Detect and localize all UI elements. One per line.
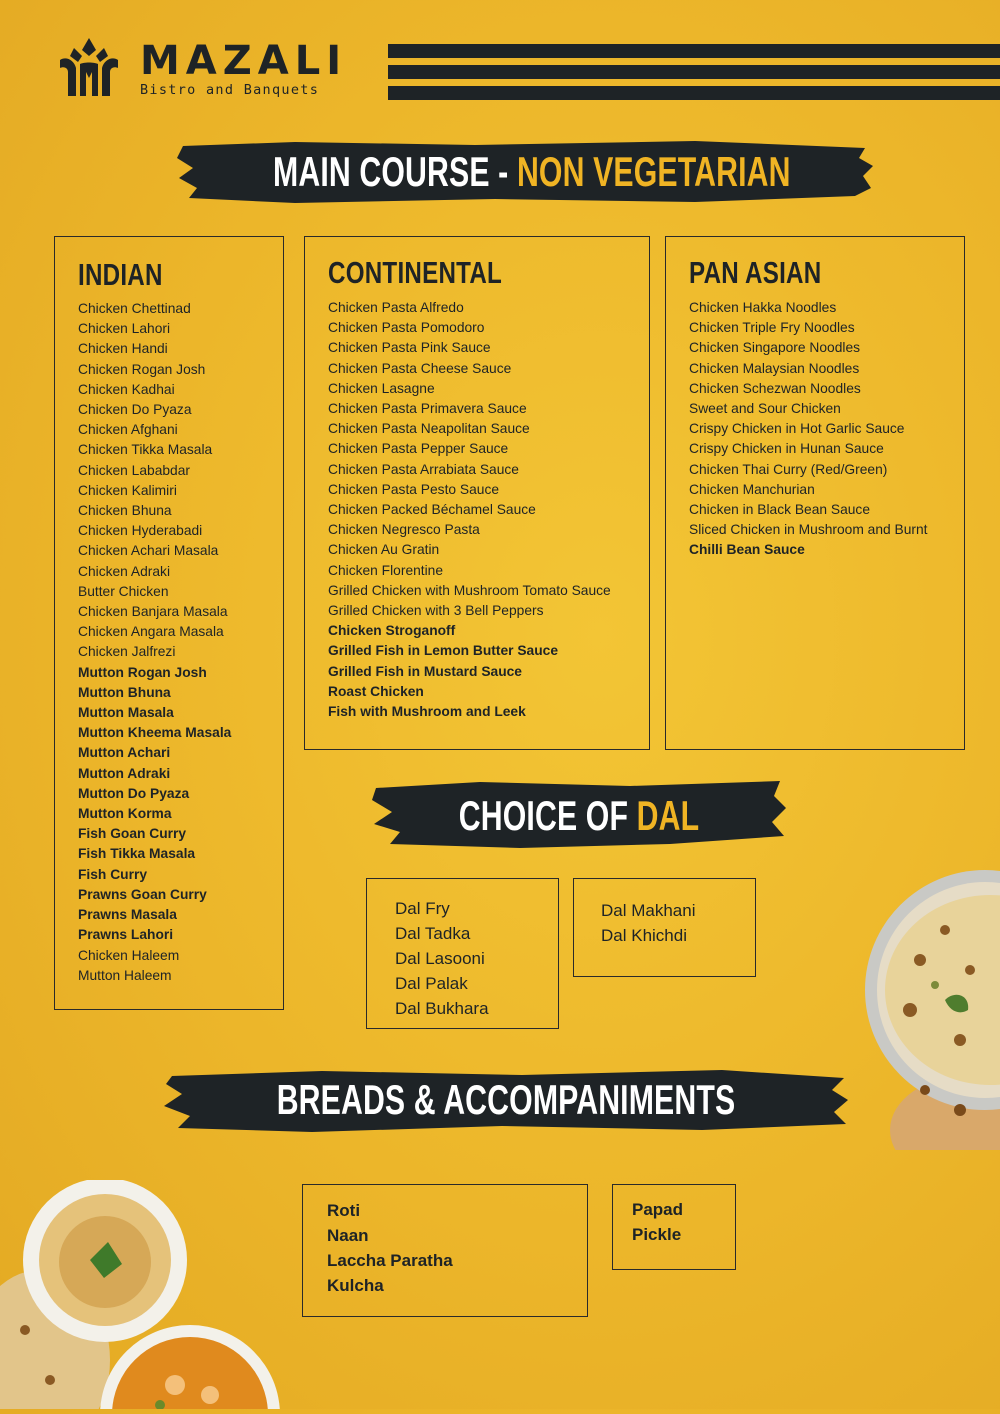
- menu-item: Chicken Lababdar: [78, 462, 190, 478]
- dal-right-box: [573, 878, 756, 977]
- breads-right-list: [632, 1197, 683, 1247]
- menu-item: Butter Chicken: [78, 583, 169, 599]
- brand-logo-icon: [56, 34, 122, 100]
- header-stripe: [388, 86, 1000, 100]
- menu-item: Chicken Kalimiri: [78, 482, 177, 498]
- dal-item: Dal Tadka: [395, 924, 471, 943]
- menu-item: Chicken Stroganoff: [328, 623, 456, 639]
- menu-item: Chicken Pasta Pepper Sauce: [328, 441, 509, 457]
- brand-subtitle: Bistro and Banquets: [140, 82, 320, 98]
- menu-item: Mutton Adraki: [78, 765, 171, 781]
- naan-plate-image: [850, 860, 1000, 1150]
- menu-item: Chicken Negresco Pasta: [328, 522, 480, 538]
- indian-heading: INDIAN: [78, 257, 163, 292]
- dal-banner: [370, 778, 788, 852]
- dal-item: Dal Palak: [395, 974, 468, 993]
- menu-item: Mutton Haleem: [78, 967, 172, 983]
- menu-item: Chicken Handi: [78, 341, 168, 357]
- menu-item: Crispy Chicken in Hot Garlic Sauce: [689, 421, 905, 437]
- menu-item: Fish Curry: [78, 866, 147, 882]
- menu-item: Chicken Afghani: [78, 422, 178, 438]
- menu-item: Chicken Lahori: [78, 321, 171, 337]
- menu-item: Mutton Kheema Masala: [78, 725, 232, 741]
- menu-item: Chicken Pasta Pink Sauce: [328, 340, 491, 356]
- breads-right-box: [612, 1184, 736, 1270]
- menu-item: Sweet and Sour Chicken: [689, 401, 841, 417]
- pan-asian-menu-box: [665, 236, 965, 750]
- menu-item: Chicken Adraki: [78, 563, 171, 579]
- menu-item: Chicken Singapore Noodles: [689, 340, 861, 356]
- menu-item: Chicken Pasta Pesto Sauce: [328, 481, 500, 497]
- continental-item-list: [328, 298, 611, 722]
- menu-item: Roast Chicken: [328, 683, 424, 699]
- menu-item: Chicken Lasagne: [328, 380, 435, 396]
- main-course-title-accent: NON VEGETARIAN: [516, 148, 791, 195]
- breads-left-list: [327, 1198, 453, 1298]
- menu-item: Chicken Rogan Josh: [78, 361, 206, 377]
- dal-right-list: [601, 898, 696, 948]
- bread-item: Laccha Paratha: [327, 1251, 453, 1270]
- menu-item: Mutton Korma: [78, 806, 172, 822]
- dal-title-accent: DAL: [636, 792, 700, 839]
- dal-item: Dal Khichdi: [601, 926, 687, 945]
- menu-item: Mutton Masala: [78, 705, 174, 721]
- menu-item: Chicken Schezwan Noodles: [689, 380, 861, 396]
- continental-menu-box: [304, 236, 650, 750]
- menu-item: Chicken Thai Curry (Red/Green): [689, 461, 888, 477]
- menu-item: Chicken Chettinad: [78, 301, 191, 316]
- breads-left-box: [302, 1184, 588, 1317]
- menu-item: Chicken Achari Masala: [78, 543, 219, 559]
- menu-item: Chicken Triple Fry Noodles: [689, 320, 855, 336]
- continental-heading: CONTINENTAL: [328, 255, 503, 290]
- menu-item: Chicken Au Gratin: [328, 542, 440, 558]
- menu-item: Chicken Pasta Primavera Sauce: [328, 401, 527, 417]
- menu-item: Chicken Jalfrezi: [78, 644, 176, 660]
- menu-item: Chicken Pasta Neapolitan Sauce: [328, 421, 530, 437]
- main-course-title-white: MAIN COURSE -: [273, 148, 517, 195]
- menu-item: Fish with Mushroom and Leek: [328, 704, 526, 720]
- menu-item: Chicken Pasta Pomodoro: [328, 320, 485, 336]
- bread-item: Pickle: [632, 1225, 682, 1244]
- menu-item: Chicken Bhuna: [78, 503, 172, 519]
- header-stripe: [388, 44, 1000, 58]
- dal-left-list: [395, 896, 489, 1021]
- menu-item: Mutton Rogan Josh: [78, 664, 207, 680]
- menu-item: Chicken Manchurian: [689, 481, 815, 497]
- menu-item: Mutton Bhuna: [78, 684, 171, 700]
- menu-item: Chicken Pasta Alfredo: [328, 300, 464, 315]
- pan-asian-heading: PAN ASIAN: [689, 255, 822, 290]
- menu-item: Chicken Angara Masala: [78, 624, 224, 640]
- menu-item: Chicken Packed Béchamel Sauce: [328, 502, 536, 518]
- menu-item: Chicken Malaysian Noodles: [689, 360, 860, 376]
- menu-item: Grilled Chicken with Mushroom Tomato Sauce: [328, 582, 611, 598]
- dal-left-box: [366, 878, 559, 1029]
- menu-item: Chicken Florentine: [328, 562, 444, 578]
- dal-item: Dal Fry: [395, 899, 450, 918]
- menu-item: Chicken Pasta Arrabiata Sauce: [328, 461, 519, 477]
- menu-item: Fish Tikka Masala: [78, 846, 196, 862]
- menu-item: Sliced Chicken in Mushroom and Burnt: [689, 522, 928, 538]
- dal-title-white: CHOICE OF: [458, 792, 637, 839]
- menu-item: Chicken Hakka Noodles: [689, 300, 837, 315]
- header-stripe: [388, 65, 1000, 79]
- menu-item: Grilled Fish in Lemon Butter Sauce: [328, 643, 558, 659]
- menu-item: Mutton Do Pyaza: [78, 785, 190, 801]
- menu-item: Chicken Do Pyaza: [78, 402, 192, 418]
- menu-item: Fish Goan Curry: [78, 826, 187, 842]
- paratha-bowls-image: [0, 1180, 300, 1409]
- indian-item-list: [78, 299, 231, 986]
- indian-menu-box: [54, 236, 284, 1010]
- menu-item: Chicken Banjara Masala: [78, 604, 228, 620]
- main-course-title: [273, 148, 791, 196]
- dal-title: [429, 792, 730, 840]
- menu-item: Grilled Chicken with 3 Bell Peppers: [328, 603, 544, 619]
- menu-item: Chilli Bean Sauce: [689, 542, 805, 558]
- menu-item: Chicken Pasta Cheese Sauce: [328, 360, 512, 376]
- menu-item: Chicken Tikka Masala: [78, 442, 213, 458]
- dal-item: Dal Makhani: [601, 901, 696, 920]
- menu-item: Grilled Fish in Mustard Sauce: [328, 663, 522, 679]
- menu-item: Chicken Kadhai: [78, 381, 175, 397]
- dal-item: Dal Bukhara: [395, 999, 489, 1018]
- dal-item: Dal Lasooni: [395, 949, 485, 968]
- menu-item: Chicken in Black Bean Sauce: [689, 502, 870, 518]
- brand-name: MAZALI: [140, 38, 348, 84]
- bread-item: Papad: [632, 1200, 684, 1219]
- menu-item: Prawns Masala: [78, 907, 177, 923]
- bread-item: Naan: [327, 1226, 369, 1245]
- menu-item: Crispy Chicken in Hunan Sauce: [689, 441, 884, 457]
- breads-title: BREADS & ACCOMPANIMENTS: [276, 1076, 736, 1123]
- menu-item: Mutton Achari: [78, 745, 171, 761]
- menu-item: Chicken Hyderabadi: [78, 523, 203, 539]
- menu-item: Prawns Lahori: [78, 927, 174, 943]
- pan-asian-item-list: [689, 298, 928, 561]
- breads-banner: [162, 1066, 850, 1136]
- menu-item: Chicken Haleem: [78, 947, 180, 963]
- bread-item: Kulcha: [327, 1276, 384, 1295]
- bread-item: Roti: [327, 1201, 361, 1220]
- main-course-banner: [175, 138, 875, 206]
- menu-item: Prawns Goan Curry: [78, 886, 207, 902]
